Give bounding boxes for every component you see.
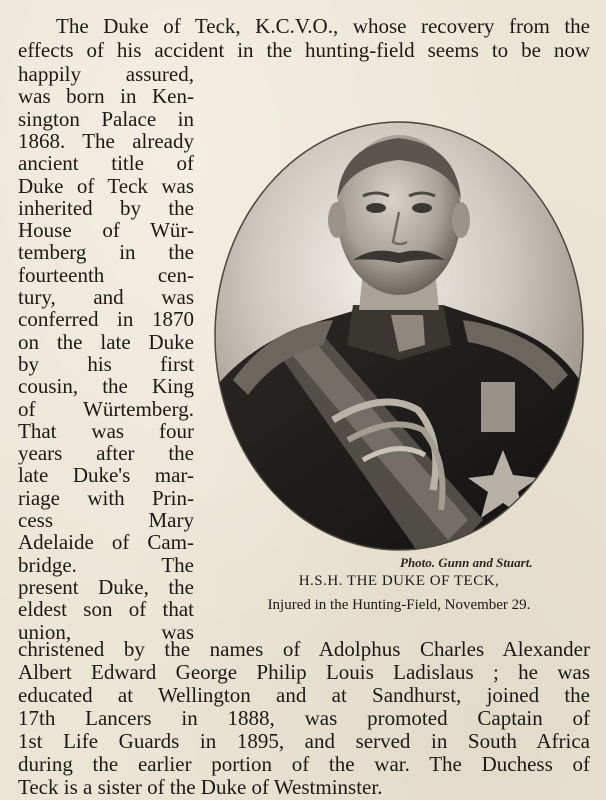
column-line-9: temberg in the	[18, 240, 194, 265]
column-line-6: Duke of Teck was	[18, 173, 194, 198]
closing-line-2: Albert Edward George Philip Louis Ladislaus ; he was	[18, 660, 590, 684]
column-line-13: on the late Duke	[18, 329, 194, 354]
column-line-15: cousin, the King	[18, 374, 194, 399]
column-line-21: cess Mary	[18, 508, 194, 532]
closing-line-4: 17th Lancers in 1888, was promoted Captain of	[18, 706, 590, 730]
column-line-14: by his first	[18, 351, 194, 376]
column-line-20: riage with Prin-	[18, 485, 194, 510]
closing-line-5: 1st Life Guards in 1895, and served in South Africa	[18, 729, 590, 753]
column-line-12: conferred in 1870	[18, 307, 194, 332]
column-line-1: happily assured,	[18, 62, 194, 86]
column-line-11: tury, and was	[18, 285, 194, 309]
column-line-18: years after the	[18, 441, 194, 466]
column-line-23: bridge. The	[18, 552, 194, 577]
column-line-24: present Duke, the	[18, 574, 194, 599]
opening-line-2: effects of his accident in the hunting-field seems to be now	[18, 38, 590, 62]
portrait-photo	[213, 120, 585, 552]
closing-line-3: educated at Wellington and at Sandhurst, joined the	[18, 683, 590, 707]
column-line-19: late Duke's mar-	[18, 463, 194, 488]
column-line-10: fourteenth cen-	[18, 262, 194, 287]
magazine-page: The Duke of Teck, K.C.V.O., whose recovery from the effects of his accident in the hunting-field seems to be now happily assured, was born in Ken- sington Palace in 1868. The already ancient title of Duke of Teck was inherited by the House of Wür- temberg in the fourteenth cen- tury, and was conferred in 1870 on the late Duke by his first cousin, the King of Würtemberg. That was four years after the late Duke's mar- riage with Prin- cess Mary Adelaide of Cam- bridge. The present Duke, the eldest son of that union, was christened by the names of Adolphus Charles Alexander Albert Edward George Philip Louis Ladislaus ; he was educated at Wellington and at Sandhurst, joined the 17th Lancers in 1888, was promoted Captain of 1st Life Guards in 1895, and served in South Africa during the earlier portion of the war. The Duchess of Photo. Gunn and Stuart. H.S.H. THE DUKE OF TECK, Injured in the Hunting-Field, November 29.	[0, 0, 606, 800]
photo-credit: Photo. Gunn and Stuart.	[400, 555, 533, 570]
column-line-2: was born in Ken-	[18, 84, 194, 109]
column-line-22: Adelaide of Cam-	[18, 530, 194, 555]
opening-line-1: The Duke of Teck, K.C.V.O., whose recovery from the	[56, 14, 590, 38]
caption-subtitle: Injured in the Hunting-Field, November 29.	[267, 597, 531, 613]
column-line-3: sington Palace in	[18, 106, 194, 131]
column-line-16: of Würtemberg.	[18, 396, 194, 421]
column-line-8: House of Wür-	[18, 218, 194, 243]
closing-line-7: Teck is a sister of the Duke of Westminster.	[18, 775, 383, 799]
column-line-17: That was four	[18, 418, 194, 443]
closing-line-1: christened by the names of Adolphus Charles Alexander	[18, 637, 590, 661]
column-line-4: 1868. The already	[18, 128, 194, 153]
column-line-7: inherited by the	[18, 195, 194, 220]
column-line-25: eldest son of that	[18, 597, 194, 622]
column-line-5: ancient title of	[18, 151, 194, 176]
caption-title: H.S.H. THE DUKE OF TECK,	[298, 573, 500, 589]
column-line-26: union, was	[18, 619, 194, 644]
